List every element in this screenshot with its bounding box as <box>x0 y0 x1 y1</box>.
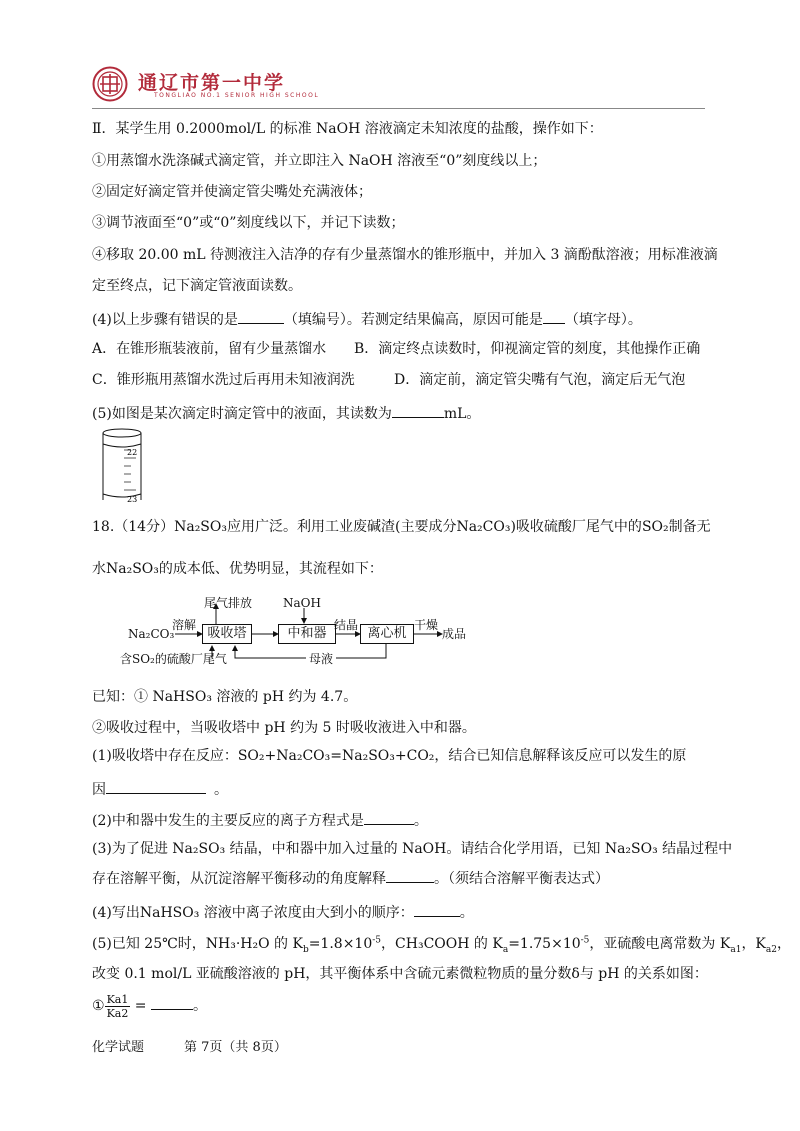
item-1-mark: ① <box>92 998 105 1014</box>
q18-3-b: 结晶，中和器中加入过量的 NaOH。请结合化学用语，已知 <box>229 841 601 857</box>
burette-mark-22: 22 <box>127 448 138 457</box>
q18-text-e: 水 <box>92 561 106 577</box>
question-ii-5 <box>92 403 480 423</box>
q18-2-answer-blank[interactable] <box>364 810 414 825</box>
q18-2-text: (2)中和器中发生的主要反应的离子方程式是 <box>92 813 364 829</box>
flow-absorber-box: 吸收塔 <box>202 624 252 644</box>
known-1-a: 已知：① <box>92 689 148 705</box>
q18-4-b: 溶液中离子浓度由大到小的顺序： <box>203 905 414 921</box>
fraction-numerator: Ka1 <box>106 992 129 1006</box>
q18-1-line2 <box>92 779 228 799</box>
header-divider <box>92 108 705 109</box>
q18-4-end: 。 <box>459 905 474 921</box>
flow-centrifuge-box: 离心机 <box>360 624 414 644</box>
sub-a1: a1 <box>730 944 742 955</box>
q18-5-item-1 <box>92 992 207 1020</box>
exp-1: -5 <box>372 935 382 946</box>
sub-a: a <box>502 944 509 955</box>
option-b: B．滴定终点读数时，仰视滴定管的刻度，其他操作正确 <box>354 341 701 357</box>
footer-subject: 化学试题 <box>92 1040 145 1055</box>
step-4b: 定至终点，记下滴定管液面读数。 <box>92 278 302 294</box>
formula-na2so3-2: Na₂SO₃ <box>106 561 159 577</box>
q5-text-b: mL。 <box>443 406 481 422</box>
q18-3-e: 。（须结合溶解平衡表达式） <box>434 871 609 887</box>
flow-naoh: NaOH <box>283 596 321 610</box>
q18-2 <box>92 810 428 830</box>
fraction-denominator: Ka2 <box>106 1006 129 1020</box>
known-1-b: 溶液的 pH 约为 4.7。 <box>216 689 358 705</box>
sub-b: b <box>302 944 309 955</box>
q18-4-answer-blank[interactable] <box>414 902 460 917</box>
step-4a: ④移取 20.00 mL 待测液注入洁净的存有少量蒸馏水的锥形瓶中，并加入 3 滴酚酞溶液；用标准液滴 <box>92 247 718 263</box>
ka-ratio-fraction <box>105 993 131 1020</box>
process-flow-diagram <box>120 596 480 668</box>
q18-3-answer-blank[interactable] <box>386 868 434 883</box>
flow-neutralizer-box: 中和器 <box>278 624 336 644</box>
option-d: D．滴定前，滴定管尖嘴有气泡，滴定后无气泡 <box>394 372 686 388</box>
school-header <box>92 66 712 110</box>
q18-text-b: 应用广泛。利用工业废碱渣(主要成分 <box>226 519 457 535</box>
q18-3-line1 <box>92 840 732 858</box>
q18-2-end: 。 <box>413 813 428 829</box>
school-name: 通辽市第一中学 <box>138 72 286 94</box>
q18-4-a: (4)写出 <box>92 905 140 921</box>
formula-na2so3: Na₂SO₃ <box>174 519 227 535</box>
q18-3-line2 <box>92 868 609 888</box>
known-1 <box>92 688 357 706</box>
flow-so2-tail-gas: 含SO₂的硫酸厂尾气 <box>120 652 227 666</box>
q4-answer-blank-2[interactable] <box>543 309 565 324</box>
step-2: ②固定好滴定管并使滴定管尖嘴处充满液体； <box>92 184 372 200</box>
q4-answer-blank-1[interactable] <box>238 309 284 324</box>
flow-dissolve: 溶解 <box>172 618 197 632</box>
flow-reactant: Na₂CO₃ <box>128 627 175 641</box>
q18-5-f: ，K <box>741 936 766 952</box>
q18-5-b: =1.8×10 <box>308 936 373 952</box>
known-2: ②吸收过程中，当吸收塔中 pH 约为 5 时吸收液进入中和器。 <box>92 720 476 736</box>
q18-text-f: 的成本低、优势明显，其流程如下： <box>158 561 383 577</box>
burette-diagram <box>100 428 144 504</box>
formula-na2so3-3: Na₂SO₃ <box>172 841 226 857</box>
formula-nahso3-2: NaHSO₃ <box>139 905 200 921</box>
q18-4 <box>92 902 474 922</box>
q18-1-text: 因 <box>92 782 106 798</box>
flow-product: 成品 <box>442 627 467 641</box>
q5-answer-blank[interactable] <box>392 403 444 418</box>
q18-intro-line2 <box>92 560 383 578</box>
q4-text-b: （填编号）。若测定结果偏高，原因可能是 <box>283 312 543 328</box>
formula-so2: SO₂ <box>641 519 669 535</box>
flow-mother-liquor: 母液 <box>306 652 336 666</box>
q18-5-line2: 改变 0.1 mol/L 亚硫酸溶液的 pH，其平衡体系中含硫元素微粒物质的量分数δ与 pH 的关系如图： <box>92 966 708 982</box>
q18-text-d: 制备无 <box>668 519 711 535</box>
option-a: A．在锥形瓶装液前，留有少量蒸馏水 <box>92 341 327 357</box>
school-name-en: TONGLIAO NO.1 SENIOR HIGH SCHOOL <box>154 92 320 99</box>
page-footer <box>92 1036 287 1055</box>
flow-dry: 干燥 <box>414 618 439 632</box>
sub-a2: a2 <box>765 944 777 955</box>
q18-1-line1: (1)吸收塔中存在反应：SO₂+Na₂CO₃=Na₂SO₃+CO₂，结合已知信息解释该反应可以发生的原 <box>92 748 687 764</box>
step-1: ①用蒸馏水洗涤碱式滴定管，并立即注入 NaOH 溶液至“0”刻度线以上； <box>92 153 547 169</box>
q18-5-g: ， <box>777 936 791 952</box>
q4-text-a: (4)以上步骤有错误的是 <box>92 312 238 328</box>
formula-na2co3: Na₂CO₃ <box>456 519 511 535</box>
q18-5-line1 <box>92 935 791 953</box>
flow-tail-gas: 尾气排放 <box>204 596 253 610</box>
formula-nahso3: NaHSO₃ <box>152 689 212 705</box>
q18-3-c: 结晶过程中 <box>662 841 733 857</box>
footer-page-number: 第 7页（共 8页） <box>184 1040 287 1055</box>
section-ii-intro: Ⅱ．某学生用 0.2000mol/L 的标准 NaOH 溶液滴定未知浓度的盐酸，操作如下： <box>92 121 603 137</box>
item-1-end: 。 <box>192 998 207 1014</box>
exp-2: -5 <box>580 935 590 946</box>
burette-mark-23: 23 <box>127 495 138 504</box>
q18-number: 18.（14分） <box>92 519 175 535</box>
flow-crystallize: 结晶 <box>334 618 359 632</box>
q18-5-a: (5)已知 25℃时，NH₃·H₂O 的 K <box>92 936 303 952</box>
question-ii-4 <box>92 309 642 329</box>
q18-1-end: 。 <box>214 782 228 798</box>
q18-5-d: =1.75×10 <box>508 936 581 952</box>
q18-5-c: ，CH₃COOH 的 K <box>381 936 503 952</box>
q18-5-e: ，亚硫酸电离常数为 K <box>589 936 731 952</box>
formula-na2so3-4: Na₂SO₃ <box>604 841 658 857</box>
option-c: C．锥形瓶用蒸馏水洗过后再用未知液润洗 <box>92 372 355 388</box>
q18-intro-line1 <box>92 518 711 536</box>
step-3: ③调节液面至“0”或“0”刻度线以下，并记下读数； <box>92 215 405 231</box>
q18-1-answer-blank[interactable] <box>106 779 206 794</box>
q18-text-c: )吸收硫酸厂尾气中的 <box>510 519 642 535</box>
q5-text-a: (5)如图是某次滴定时滴定管中的液面，其读数为 <box>92 406 392 422</box>
q18-3-d: 存在溶解平衡，从沉淀溶解平衡移动的角度解释 <box>92 871 386 887</box>
q18-3-a: (3)为了促进 <box>92 841 168 857</box>
q4-text-c: （填字母）。 <box>564 312 642 328</box>
item-1-equals: = <box>134 998 147 1014</box>
school-logo-icon <box>92 66 128 102</box>
q18-5-answer-blank[interactable] <box>151 995 193 1010</box>
